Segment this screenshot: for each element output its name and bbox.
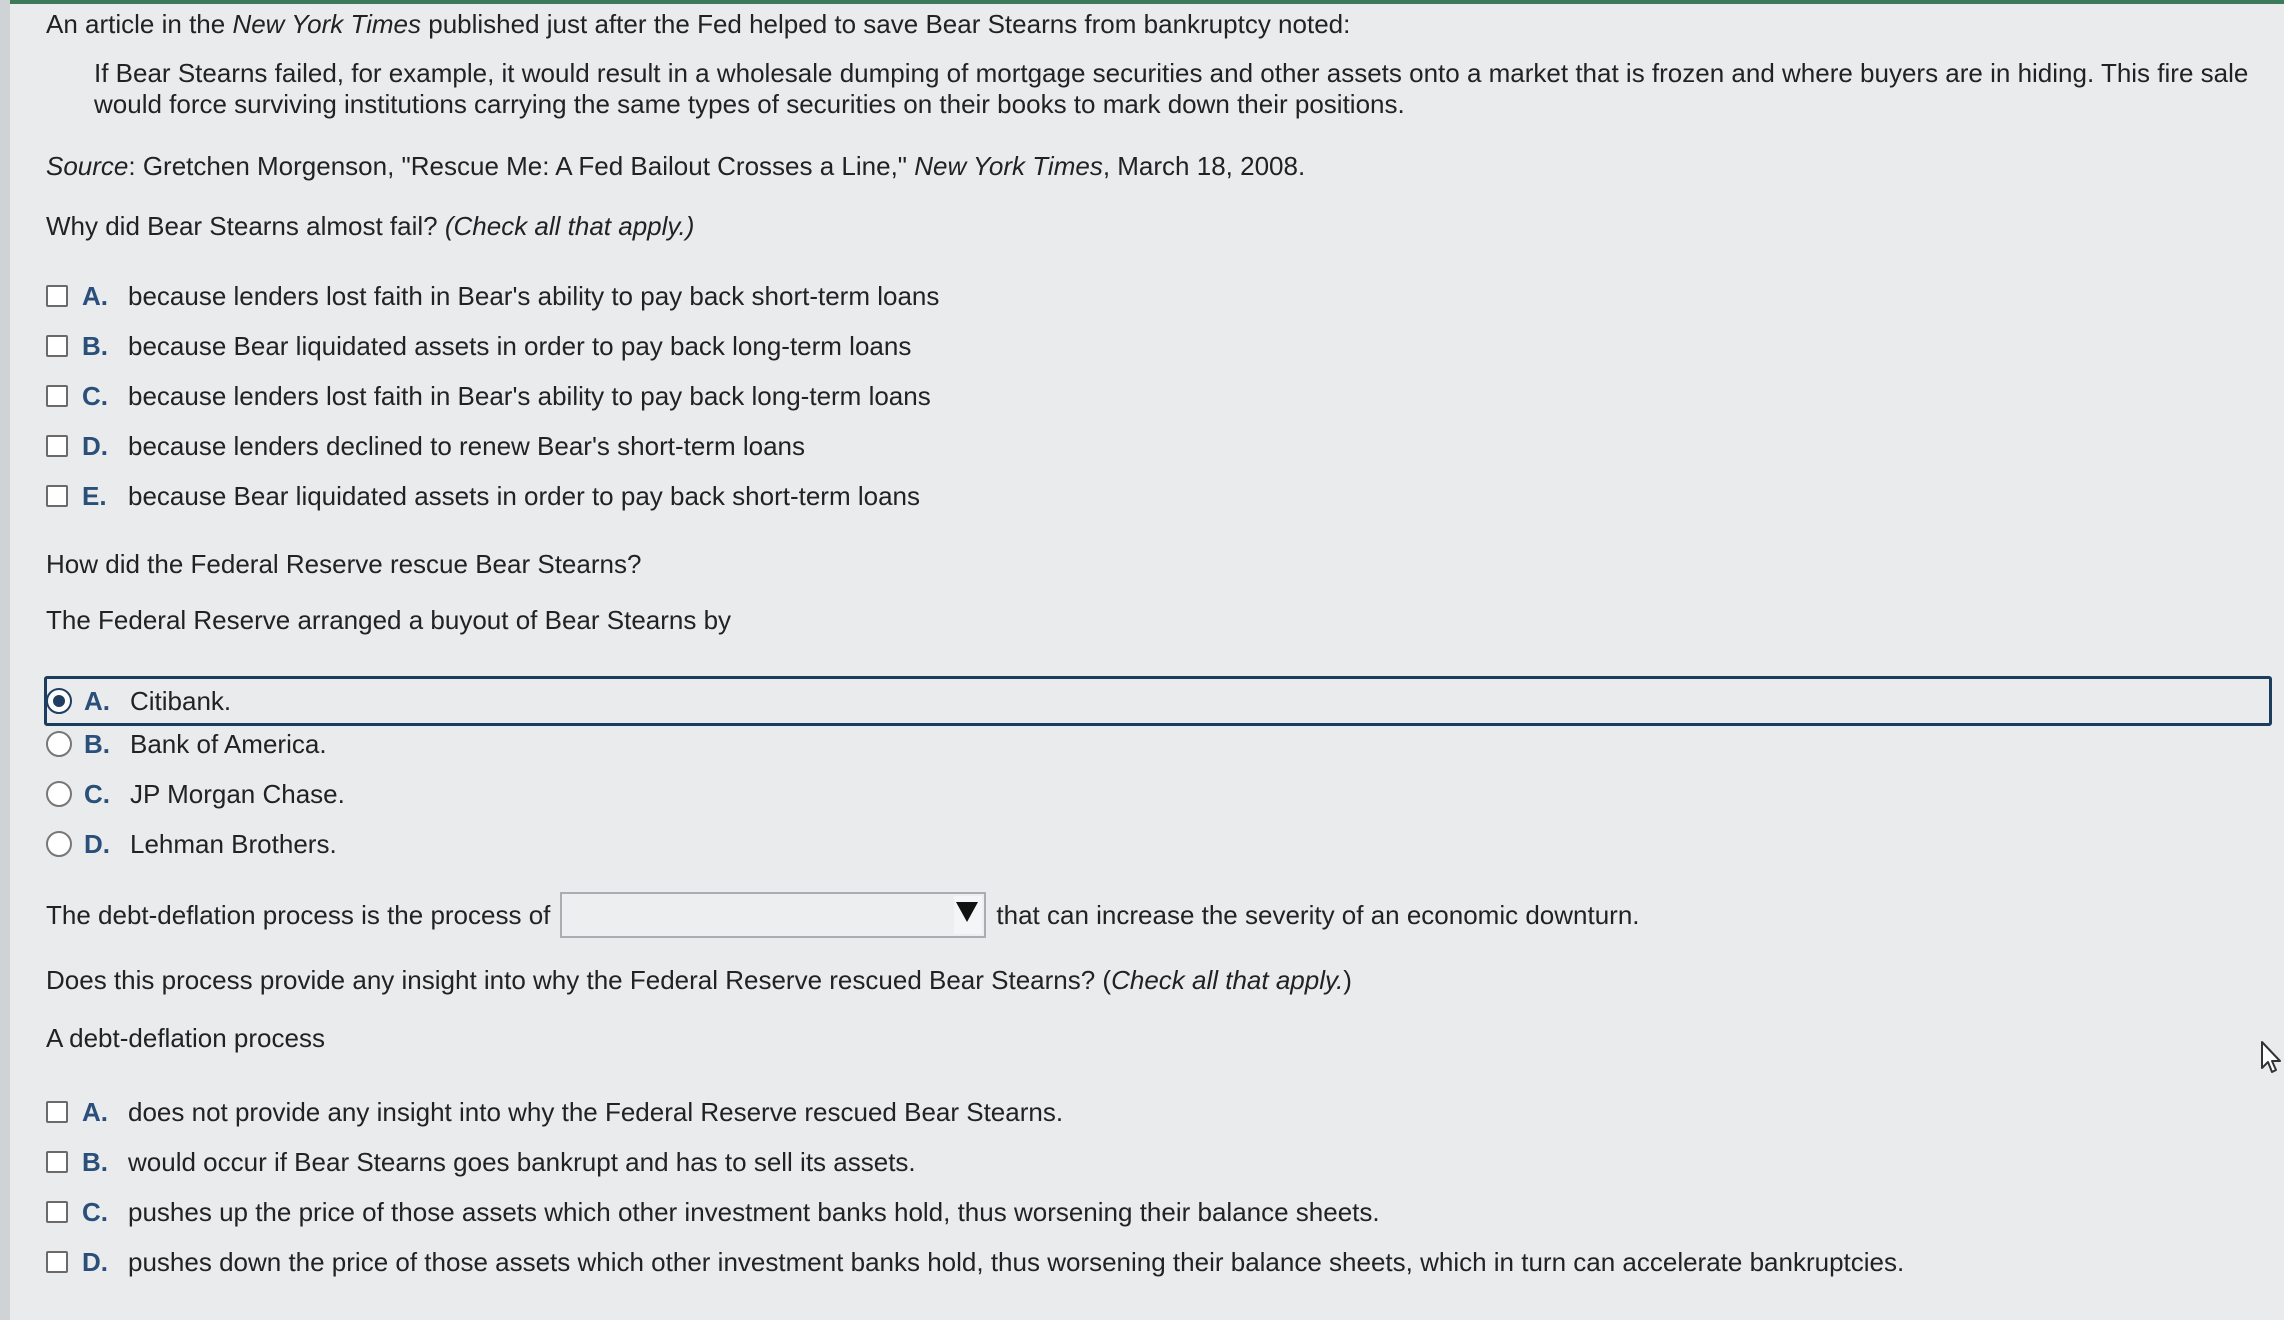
source-citation: [46, 150, 1305, 182]
q1-option-a[interactable]: [46, 278, 939, 314]
radio-dot: [53, 695, 65, 707]
option-text: Bank of America.: [130, 728, 327, 759]
fill-in-before: The debt-deflation process is the process of: [46, 899, 551, 930]
radio-button[interactable]: [46, 781, 72, 807]
checkbox[interactable]: [46, 485, 68, 507]
option-letter: B.: [82, 1146, 108, 1177]
question-1-hint: (Check all that apply.): [444, 211, 695, 241]
question-3-suffix: ): [1343, 965, 1352, 995]
option-letter: B.: [82, 330, 108, 361]
option-letter: E.: [82, 480, 107, 511]
question-2-stem: The Federal Reserve arranged a buyout of Bear Stearns by: [46, 605, 732, 635]
option-text: because Bear liquidated assets in order to pay back long-term loans: [128, 330, 912, 361]
q3-option-a[interactable]: [46, 1094, 1063, 1130]
triangle-down-icon[interactable]: [956, 902, 978, 922]
option-text: would occur if Bear Stearns goes bankrupt and has to sell its assets.: [128, 1146, 916, 1177]
q2-option-d[interactable]: [46, 826, 337, 862]
source-date: , March 18, 2008.: [1102, 151, 1306, 181]
checkbox[interactable]: [46, 1201, 68, 1223]
selected-option-highlight: [44, 676, 2272, 726]
option-text: Citibank.: [130, 685, 232, 716]
checkbox[interactable]: [46, 1151, 68, 1173]
option-text: pushes down the price of those assets which other investment banks hold, thus worsening their balance sheets, which in turn can accelerate bankruptcies.: [128, 1246, 1905, 1277]
q3-option-c[interactable]: [46, 1194, 1380, 1230]
option-letter: A.: [82, 1096, 108, 1127]
option-letter: A.: [84, 685, 110, 716]
option-text: because Bear liquidated assets in order to pay back short-term loans: [128, 480, 920, 511]
top-accent-bar: [0, 0, 2284, 4]
option-letter: A.: [82, 280, 108, 311]
option-text: pushes up the price of those assets which other investment banks hold, thus worsening their balance sheets.: [128, 1196, 1380, 1227]
q2-option-b[interactable]: [46, 726, 327, 762]
option-text: because lenders lost faith in Bear's ability to pay back short-term loans: [128, 280, 940, 311]
source-label: Source: [46, 151, 129, 181]
checkbox[interactable]: [46, 435, 68, 457]
question-1-prompt: [46, 210, 694, 242]
q3-option-b[interactable]: [46, 1144, 916, 1180]
answer-dropdown[interactable]: [560, 892, 986, 938]
fill-in-sentence: [46, 892, 1640, 938]
checkbox[interactable]: [46, 385, 68, 407]
q1-option-b[interactable]: [46, 328, 911, 364]
left-edge-bar: [0, 0, 10, 1320]
q3-option-d[interactable]: [46, 1244, 1904, 1280]
option-letter: B.: [84, 728, 110, 759]
checkbox[interactable]: [46, 1251, 68, 1273]
option-letter: C.: [84, 778, 110, 809]
fill-in-after: that can increase the severity of an economic downturn.: [996, 899, 1640, 930]
checkbox[interactable]: [46, 285, 68, 307]
option-letter: D.: [82, 430, 108, 461]
option-letter: D.: [82, 1246, 108, 1277]
checkbox[interactable]: [46, 335, 68, 357]
intro-text: [46, 8, 1350, 40]
question-2-text: How did the Federal Reserve rescue Bear Stearns?: [46, 549, 642, 579]
question-3-prefix: Does this process provide any insight into why the Federal Reserve rescued Bear Stearns? (: [46, 965, 1112, 995]
radio-button-selected[interactable]: [46, 688, 72, 714]
source-text: : Gretchen Morgenson, "Rescue Me: A Fed Bailout Crosses a Line,": [128, 151, 915, 181]
radio-button[interactable]: [46, 731, 72, 757]
q1-option-d[interactable]: [46, 428, 805, 464]
option-text: JP Morgan Chase.: [130, 778, 345, 809]
mouse-pointer-icon: [2260, 1040, 2284, 1076]
q1-option-e[interactable]: [46, 478, 920, 514]
q2-option-c[interactable]: [46, 776, 345, 812]
question-3-prompt: [46, 964, 1352, 996]
option-text: because lenders lost faith in Bear's ability to pay back long-term loans: [128, 380, 931, 411]
option-text: because lenders declined to renew Bear's short-term loans: [128, 430, 805, 461]
q1-option-c[interactable]: [46, 378, 931, 414]
option-letter: C.: [82, 1196, 108, 1227]
question-1-text: Why did Bear Stearns almost fail?: [46, 211, 445, 241]
intro-publication: New York Times: [232, 9, 422, 39]
option-text: Lehman Brothers.: [130, 828, 337, 859]
intro-suffix: published just after the Fed helped to save Bear Stearns from bankruptcy noted:: [421, 9, 1351, 39]
question-3-stem: A debt-deflation process: [46, 1023, 325, 1053]
option-letter: C.: [82, 380, 108, 411]
radio-button[interactable]: [46, 831, 72, 857]
option-letter: D.: [84, 828, 110, 859]
article-quote: If Bear Stearns failed, for example, it would result in a wholesale dumping of mortgage securities and other assets onto a market that is frozen and where buyers are in hiding. This fire sale would force surviving institutions carrying the same types of securities on their books to mark down their positions.: [94, 58, 2249, 119]
question-3-hint: Check all that apply.: [1111, 965, 1344, 995]
option-text: does not provide any insight into why the Federal Reserve rescued Bear Stearns.: [128, 1096, 1064, 1127]
intro-prefix: An article in the: [46, 9, 233, 39]
source-publication: New York Times: [914, 151, 1103, 181]
q2-option-a[interactable]: [46, 676, 231, 726]
checkbox[interactable]: [46, 1101, 68, 1123]
